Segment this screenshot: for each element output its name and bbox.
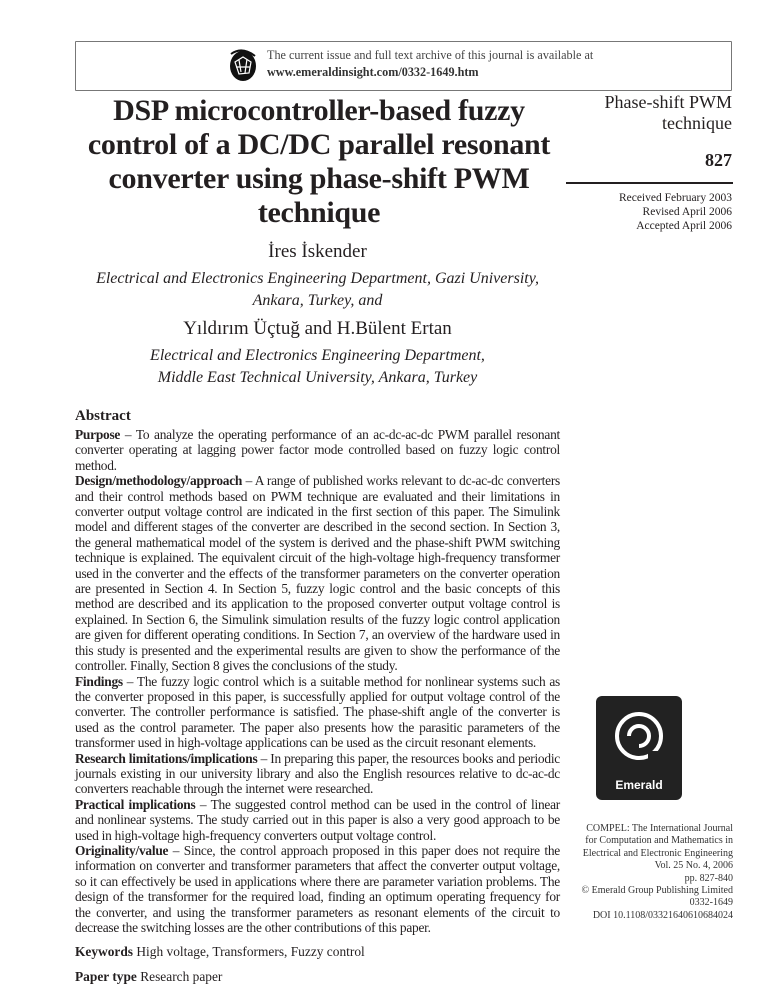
page-number: 827 [705, 150, 732, 170]
citation-line: pp. 827-840 [684, 872, 733, 884]
citation-line: DOI 10.1108/03321640610684024 [592, 909, 733, 921]
section-text: – Since, the control approach proposed in this paper does not require the information on converter and transformer parameters that affect the converter output voltage, so it can effectively be used in applications where there are parameter variation problems. The design of the transformer for the required load, finding an optimum operating frequency for the converter, and using the transformer parameters as resonant elements of the circuit to decrease the switching losses are the other contributions of this paper. [75, 842, 560, 935]
paper-type-label: Paper type [75, 969, 137, 985]
paper-title: DSP microcontroller-based fuzzy control of a DC/DC parallel resonant converter using phase-shift PWM technique [87, 94, 551, 229]
section-text: – The fuzzy logic control which is a suitable method for nonlinear systems such as the converter proposed in this paper, is successfully applied for output voltage control of the converter. The controller performance is satisfied. The phase-shift angle of the converter is used as the control parameter. The paper also presents how the parasitic parameters of the transformer used in high-voltage applications can be used as the circuit resonant elements. [75, 673, 560, 751]
paper-type [75, 969, 560, 985]
divider [566, 182, 733, 184]
main-column [75, 94, 560, 985]
citation-line: 0332-1649 [689, 897, 733, 909]
emerald-logo [596, 696, 682, 800]
section-text: – To analyze the operating performance of an ac-dc-ac-dc PWM parallel resonant converter operating at lagging power factor mode controlled based on fuzzy logic control method. [75, 427, 560, 473]
section-label: Research limitations/implications [75, 750, 258, 766]
logo-text: Emerald [615, 778, 663, 792]
author-name: İres İskender [268, 241, 367, 262]
abstract-design [75, 473, 560, 673]
section-label: Purpose [75, 427, 121, 442]
globe-logo-icon [228, 48, 258, 82]
section-text: – A range of published works relevant to dc-ac-dc converters and their control methods based on PWM technique are evaluated and their limitations in converter output voltage control are indicated in the first section of this paper. The Simulink model and different stages of the converter are described in the second section. In Section 3, the general mathematical model of the system is derived and the phase-shift PWM switching technique is explained. The equivalent circuit of the high-voltage high-frequency transformer used in the converter and the effects of the transformer parameters on the converter operation are presented in Section 4. In Section 5, fuzzy logic control and the basic concepts of this method are described and its application to the proposed converter output voltage control is explained. In Section 6, the Simulink simulation results of the fuzzy logic control application are given for different operating conditions. In Section 7, an overview of the hardware used in this study is presented and the experimental results are given to show the performance of the controller. Finally, Section 8 gives the conclusions of the study. [75, 473, 560, 674]
notice-text: The current issue and full text archive of this journal is available at [267, 48, 594, 62]
journal-citation [562, 823, 733, 922]
author-affiliation [75, 345, 560, 389]
abstract-heading: Abstract [75, 408, 131, 424]
abstract-findings [75, 674, 560, 751]
section-text: – The suggested control method can be used in the control of linear and nonlinear systems. The study carried out in this paper is also a very good approach to be used in high-voltage high-frequency converters output voltage control. [75, 796, 560, 843]
affiliation-line: Ankara, Turkey, and [252, 292, 383, 309]
section-label: Originality/value [75, 842, 169, 858]
revised-date: Revised April 2006 [642, 206, 732, 218]
citation-line: Vol. 25 No. 4, 2006 [654, 860, 733, 872]
paper-type-text: Research paper [136, 969, 223, 985]
abstract-practical [75, 797, 560, 843]
keywords [75, 944, 560, 960]
citation-line: for Computation and Mathematics in [585, 835, 733, 847]
journal-notice [267, 47, 593, 81]
affiliation-line: Electrical and Electronics Engineering Department, [150, 347, 485, 364]
keywords-label: Keywords [75, 944, 134, 960]
received-date: Received February 2003 [618, 192, 732, 204]
citation-line: Electrical and Electronic Engineering [582, 847, 733, 859]
section-label: Findings [75, 673, 123, 689]
citation-line: COMPEL: The International Journal [586, 823, 733, 834]
running-head: Phase-shift PWM technique [604, 92, 732, 133]
section-text: – In preparing this paper, the resources books and periodic journals existing in our university library and also the English resources relative to dc-ac-dc converters reachable through the internet were researched. [75, 750, 560, 797]
abstract-limitations [75, 751, 560, 797]
submission-dates [619, 191, 732, 233]
journal-url-link[interactable]: www.emeraldinsight.com/0332-1649.htm [267, 65, 479, 79]
accepted-date: Accepted April 2006 [636, 220, 732, 232]
affiliation-line: Electrical and Electronics Engineering Department, Gazi University, [96, 270, 539, 287]
abstract-purpose [75, 427, 560, 473]
citation-line: © Emerald Group Publishing Limited [581, 885, 733, 897]
affiliation-line: Middle East Technical University, Ankara, Turkey [157, 369, 478, 386]
author-affiliation [75, 268, 560, 312]
author-name: Yıldırım Üçtuğ and H.Bülent Ertan [183, 318, 452, 339]
emerald-swirl-icon [596, 696, 682, 776]
section-label: Design/methodology/approach [75, 473, 243, 489]
abstract-originality [75, 843, 560, 935]
abstract [75, 407, 560, 935]
keywords-text: High voltage, Transformers, Fuzzy control [133, 944, 365, 960]
section-label: Practical implications [75, 796, 196, 812]
